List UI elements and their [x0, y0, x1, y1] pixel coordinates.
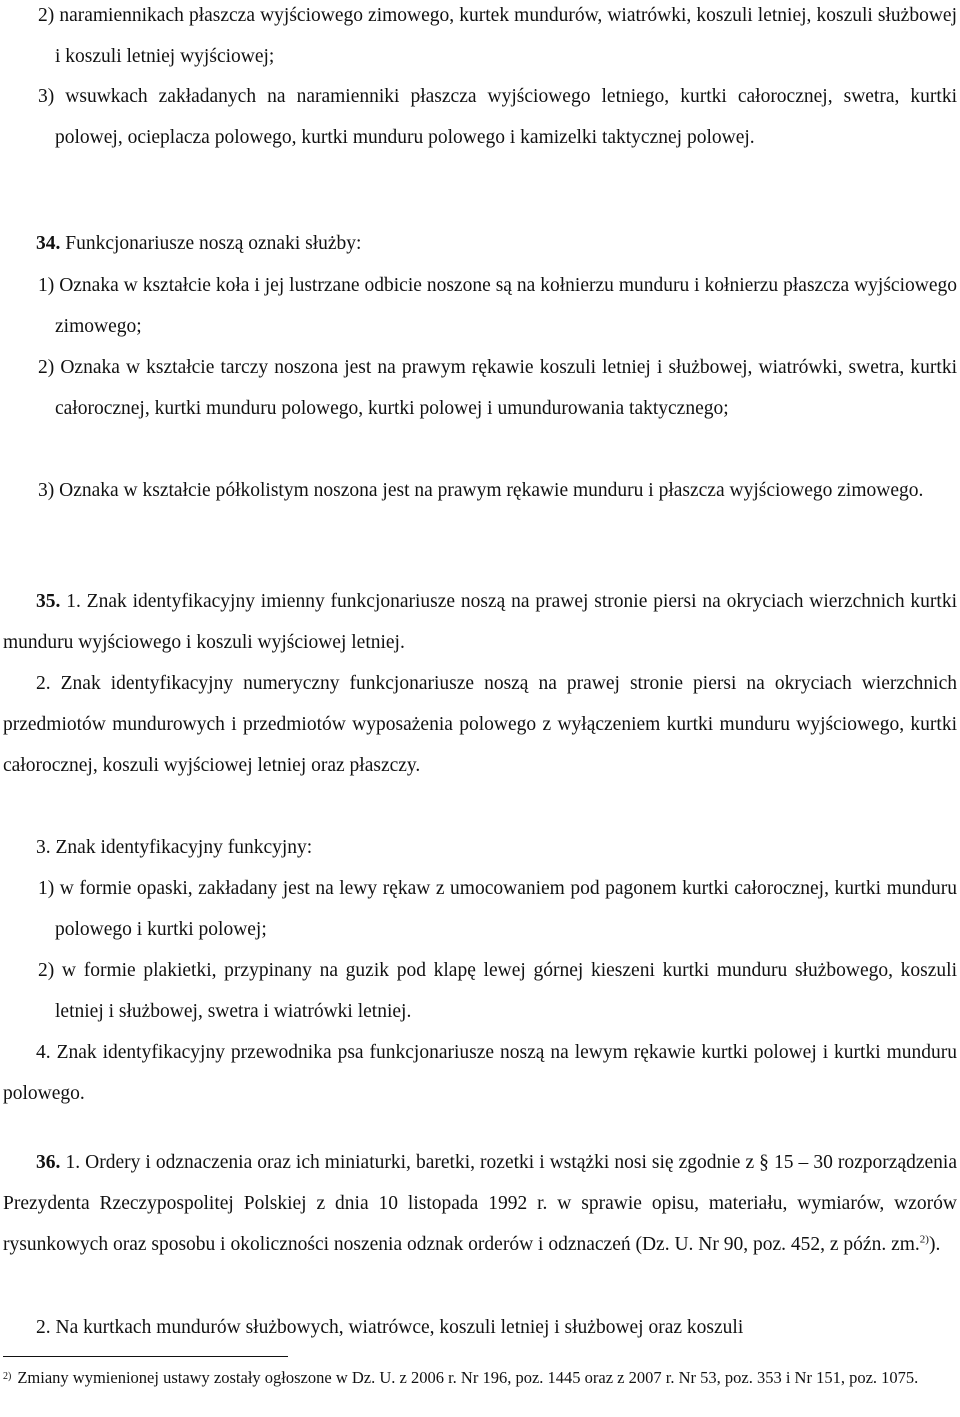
section-36-para-1 — [3, 1142, 957, 1265]
footnote-divider — [3, 1356, 288, 1357]
intro-item-2: 2) naramiennikach płaszcza wyjściowego zimowego, kurtek mundurów, wiatrówki, koszuli letniej, koszuli służbowej i koszuli letniej wyjściowej; — [38, 5, 957, 67]
footnote — [3, 1366, 957, 1390]
section-34-lead — [3, 223, 957, 264]
section-34-item-2: 2) Oznaka w kształcie tarczy noszona jest na prawym rękawie koszuli letniej i służbowej, wiatrówki, swetra, kurtki całorocznej, kurtki munduru polowego, kurtki polowej i umundurowania taktycznego; — [38, 357, 957, 419]
intro-item-3: 3) wsuwkach zakładanych na naramienniki płaszcza wyjściowego letniego, kurtki całorocznej, swetra, kurtki polowej, ocieplacza polowego, kurtki munduru polowego i kamizelki taktycznej polowej. — [38, 86, 957, 148]
section-36-number: 36. — [36, 1152, 61, 1173]
section-35-para-3-item-2: 2) w formie plakietki, przypinany na guzik pod klapę lewej górnej kieszeni kurtki munduru służbowego, koszuli letniej i służbowej, swetra i wiatrówki letniej. — [38, 960, 957, 1022]
section-34-item-3: 3) Oznaka w kształcie półkolistym noszona jest na prawym rękawie munduru i płaszcza wyjściowego zimowego. — [38, 480, 924, 501]
section-36-para-1-text: 1. Ordery i odznaczenia oraz ich miniaturki, baretki, rozetki i wstążki nosi się zgodnie z § 15 – 30 rozporządzenia Prezydenta Rzeczypospolitej Polskiej z dnia 10 listopada 1992 r. w sprawie opisu, materiału, wymiarów, wzorów rysunkowych oraz sposobu i okoliczności noszenia odznak orderów i odznaczeń (Dz. U. Nr 90, poz. 452, z późn. zm. — [3, 1152, 957, 1255]
section-35-para-1-text: 1. Znak identyfikacyjny imienny funkcjonariusze noszą na prawej stronie piersi na okryciach wierzchnich kurtki munduru wyjściowego i koszuli wyjściowej letniej. — [3, 591, 958, 653]
section-35-para-2: 2. Znak identyfikacyjny numeryczny funkcjonariusze noszą na prawej stronie piersi na okryciach wierzchnich przedmiotów mundurowych i przedmiotów wyposażenia polowego z wyłączeniem kurtki munduru wyjściowego, kurtki całorocznej, koszuli wyjściowej letniej oraz płaszczy. — [3, 673, 957, 776]
section-35-para-1 — [3, 581, 957, 663]
section-34-lead-text: Funkcjonariusze noszą oznaki służby: — [65, 233, 362, 254]
footnote-text: Zmiany wymienionej ustawy zostały ogłoszone w Dz. U. z 2006 r. Nr 196, poz. 1445 oraz z 2007 r. Nr 53, poz. 353 i Nr 151, poz. 1075. — [17, 1368, 919, 1387]
section-35-para-3-item-1: 1) w formie opaski, zakładany jest na lewy rękaw z umocowaniem pod pagonem kurtki całorocznej, kurtki munduru polowego i kurtki polowej; — [38, 878, 957, 940]
section-35-para-3: 3. Znak identyfikacyjny funkcyjny: — [36, 837, 313, 858]
footnote-reference[interactable]: 2) — [919, 1233, 929, 1246]
section-34-item-1: 1) Oznaka w kształcie koła i jej lustrzane odbicie noszone są na kołnierzu munduru i kołnierzu płaszcza wyjściowego zimowego; — [38, 275, 957, 337]
section-36-para-2: 2. Na kurtkach mundurów służbowych, wiatrówce, koszuli letniej i służbowej oraz koszuli — [36, 1317, 744, 1338]
section-34-number: 34. — [36, 233, 61, 254]
section-36-para-1-end: ). — [928, 1234, 941, 1255]
footnote-mark: 2) — [3, 1371, 12, 1382]
section-35-para-4: 4. Znak identyfikacyjny przewodnika psa funkcjonariusze noszą na lewym rękawie kurtki polowej i kurtki munduru polowego. — [3, 1042, 957, 1104]
section-35-number: 35. — [36, 591, 61, 612]
